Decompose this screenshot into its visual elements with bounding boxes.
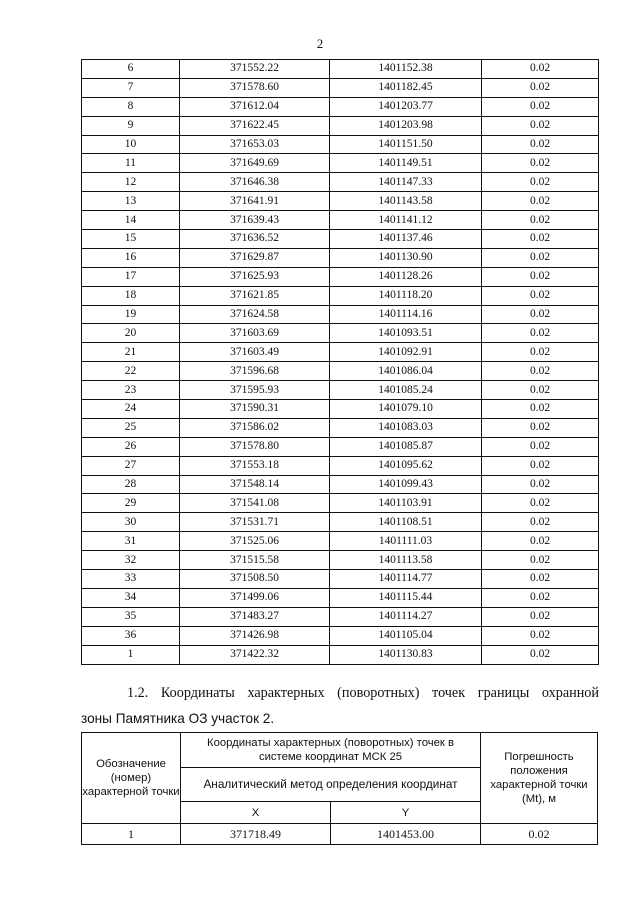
accuracy: 0.02 [482, 78, 599, 97]
accuracy: 0.02 [482, 192, 599, 211]
point-number: 30 [82, 513, 180, 532]
coord-x: 371649.69 [180, 154, 330, 173]
table-row [82, 267, 599, 286]
coord-x: 371639.43 [180, 211, 330, 230]
accuracy: 0.02 [482, 626, 599, 645]
accuracy: 0.02 [482, 248, 599, 267]
table-row [82, 626, 599, 645]
coord-y: 1401141.12 [330, 211, 482, 230]
coord-y: 1401115.44 [330, 588, 482, 607]
point-number: 23 [82, 381, 180, 400]
table-row [82, 381, 599, 400]
table-row [82, 248, 599, 267]
coord-x: 371426.98 [180, 626, 330, 645]
coord-x: 371595.93 [180, 381, 330, 400]
page-number: 2 [316, 36, 324, 51]
coord-y: 1401113.58 [330, 551, 482, 570]
table-row [82, 305, 599, 324]
accuracy: 0.02 [482, 267, 599, 286]
coordinates-table-body [82, 60, 599, 665]
accuracy: 0.02 [482, 286, 599, 305]
point-number: 19 [82, 305, 180, 324]
zone-coordinates-body [82, 824, 598, 845]
table-row [82, 437, 599, 456]
coord-y: 1401203.98 [330, 116, 482, 135]
table-row [82, 192, 599, 211]
coord-x: 371718.49 [181, 824, 331, 845]
accuracy: 0.02 [482, 381, 599, 400]
zone-coordinates-table [81, 732, 598, 845]
accuracy: 0.02 [482, 588, 599, 607]
header-coordinates: Координаты характерных (поворотных) точек в системе координат МСК 25 [181, 733, 481, 768]
point-number: 17 [82, 267, 180, 286]
accuracy: 0.02 [482, 494, 599, 513]
accuracy: 0.02 [482, 418, 599, 437]
point-number: 28 [82, 475, 180, 494]
table-row [82, 362, 599, 381]
coord-y: 1401203.77 [330, 97, 482, 116]
header-accuracy: Погрешность положения характерной точки (Mt), м [481, 733, 598, 824]
coord-y: 1401453.00 [331, 824, 481, 845]
point-number: 32 [82, 551, 180, 570]
point-number: 20 [82, 324, 180, 343]
coord-x: 371596.68 [180, 362, 330, 381]
coord-x: 371553.18 [180, 456, 330, 475]
section-heading-line2: зоны Памятника ОЗ участок 2. [81, 711, 275, 726]
point-number: 29 [82, 494, 180, 513]
coord-x: 371641.91 [180, 192, 330, 211]
coord-x: 371578.60 [180, 78, 330, 97]
table-row [82, 824, 598, 845]
accuracy: 0.02 [482, 532, 599, 551]
coord-y: 1401083.03 [330, 418, 482, 437]
table-row [82, 607, 599, 626]
coord-y: 1401086.04 [330, 362, 482, 381]
table-row [82, 135, 599, 154]
coord-y: 1401093.51 [330, 324, 482, 343]
point-number: 11 [82, 154, 180, 173]
coord-x: 371578.80 [180, 437, 330, 456]
coord-x: 371621.85 [180, 286, 330, 305]
table-row [82, 154, 599, 173]
coord-x: 371636.52 [180, 230, 330, 249]
coord-y: 1401130.90 [330, 248, 482, 267]
point-number: 21 [82, 343, 180, 362]
coord-y: 1401182.45 [330, 78, 482, 97]
coord-y: 1401085.87 [330, 437, 482, 456]
coord-y: 1401114.77 [330, 570, 482, 589]
table-row [82, 532, 599, 551]
point-number: 14 [82, 211, 180, 230]
table-row [82, 343, 599, 362]
point-number: 12 [82, 173, 180, 192]
coord-x: 371508.50 [180, 570, 330, 589]
table-row [82, 551, 599, 570]
point-number: 31 [82, 532, 180, 551]
table-row [82, 494, 599, 513]
coord-x: 371483.27 [180, 607, 330, 626]
coord-x: 371515.58 [180, 551, 330, 570]
coordinates-table [81, 59, 599, 665]
accuracy: 0.02 [482, 211, 599, 230]
table-row [82, 400, 599, 419]
coord-x: 371525.06 [180, 532, 330, 551]
header-x: X [181, 802, 331, 824]
coord-x: 371422.32 [180, 645, 330, 664]
table-row [82, 324, 599, 343]
coord-y: 1401108.51 [330, 513, 482, 532]
point-number: 24 [82, 400, 180, 419]
point-number: 13 [82, 192, 180, 211]
point-number: 33 [82, 570, 180, 589]
accuracy: 0.02 [482, 154, 599, 173]
coord-y: 1401147.33 [330, 173, 482, 192]
coord-y: 1401079.10 [330, 400, 482, 419]
coord-x: 371499.06 [180, 588, 330, 607]
accuracy: 0.02 [482, 324, 599, 343]
table-row [82, 97, 599, 116]
header-designation: Обозначение (номер) характерной точки [82, 733, 181, 824]
table-row [82, 211, 599, 230]
accuracy: 0.02 [482, 343, 599, 362]
coord-x: 371624.58 [180, 305, 330, 324]
point-number: 27 [82, 456, 180, 475]
coord-y: 1401149.51 [330, 154, 482, 173]
coord-y: 1401092.91 [330, 343, 482, 362]
accuracy: 0.02 [482, 400, 599, 419]
coord-y: 1401152.38 [330, 60, 482, 79]
accuracy: 0.02 [482, 230, 599, 249]
header-method: Аналитический метод определения координат [181, 767, 481, 802]
coord-x: 371603.49 [180, 343, 330, 362]
coord-x: 371622.45 [180, 116, 330, 135]
coord-y: 1401114.27 [330, 607, 482, 626]
table-row [82, 475, 599, 494]
coord-y: 1401118.20 [330, 286, 482, 305]
point-number: 18 [82, 286, 180, 305]
coord-x: 371548.14 [180, 475, 330, 494]
table-row [82, 286, 599, 305]
coord-y: 1401105.04 [330, 626, 482, 645]
table-row [82, 78, 599, 97]
point-number: 36 [82, 626, 180, 645]
table-row [82, 116, 599, 135]
coord-y: 1401143.58 [330, 192, 482, 211]
coord-y: 1401137.46 [330, 230, 482, 249]
coord-y: 1401111.03 [330, 532, 482, 551]
point-number: 7 [82, 78, 180, 97]
coord-x: 371541.08 [180, 494, 330, 513]
coord-x: 371531.71 [180, 513, 330, 532]
accuracy: 0.02 [482, 551, 599, 570]
accuracy: 0.02 [482, 475, 599, 494]
accuracy: 0.02 [482, 135, 599, 154]
coord-y: 1401103.91 [330, 494, 482, 513]
coord-y: 1401114.16 [330, 305, 482, 324]
point-number: 25 [82, 418, 180, 437]
coord-x: 371603.69 [180, 324, 330, 343]
point-number: 9 [82, 116, 180, 135]
coord-x: 371629.87 [180, 248, 330, 267]
table-row [82, 645, 599, 664]
coord-x: 371625.93 [180, 267, 330, 286]
coord-y: 1401128.26 [330, 267, 482, 286]
table-row [82, 570, 599, 589]
accuracy: 0.02 [482, 362, 599, 381]
table-row [82, 60, 599, 79]
coord-x: 371612.04 [180, 97, 330, 116]
point-number: 34 [82, 588, 180, 607]
point-number: 6 [82, 60, 180, 79]
coord-x: 371653.03 [180, 135, 330, 154]
accuracy: 0.02 [482, 570, 599, 589]
accuracy: 0.02 [482, 456, 599, 475]
coord-x: 371590.31 [180, 400, 330, 419]
accuracy: 0.02 [482, 437, 599, 456]
coord-y: 1401099.43 [330, 475, 482, 494]
header-y: Y [331, 802, 481, 824]
point-number: 26 [82, 437, 180, 456]
accuracy: 0.02 [482, 645, 599, 664]
point-number: 10 [82, 135, 180, 154]
coord-x: 371552.22 [180, 60, 330, 79]
accuracy: 0.02 [482, 513, 599, 532]
accuracy: 0.02 [482, 97, 599, 116]
point-number: 1 [82, 645, 180, 664]
coord-y: 1401130.83 [330, 645, 482, 664]
coord-y: 1401151.50 [330, 135, 482, 154]
point-number: 8 [82, 97, 180, 116]
accuracy: 0.02 [482, 305, 599, 324]
coord-x: 371586.02 [180, 418, 330, 437]
accuracy: 0.02 [482, 116, 599, 135]
table-row [82, 588, 599, 607]
coord-x: 371646.38 [180, 173, 330, 192]
table-row [82, 418, 599, 437]
table-row [82, 513, 599, 532]
accuracy: 0.02 [481, 824, 598, 845]
point-number: 22 [82, 362, 180, 381]
accuracy: 0.02 [482, 173, 599, 192]
point-number: 1 [82, 824, 181, 845]
section-heading-line1: 1.2. Координаты характерных (поворотных) точек границы охранной [127, 685, 599, 701]
point-number: 16 [82, 248, 180, 267]
table-row [82, 230, 599, 249]
accuracy: 0.02 [482, 60, 599, 79]
table-row [82, 173, 599, 192]
coord-y: 1401085.24 [330, 381, 482, 400]
point-number: 35 [82, 607, 180, 626]
table-row [82, 456, 599, 475]
accuracy: 0.02 [482, 607, 599, 626]
coord-y: 1401095.62 [330, 456, 482, 475]
point-number: 15 [82, 230, 180, 249]
